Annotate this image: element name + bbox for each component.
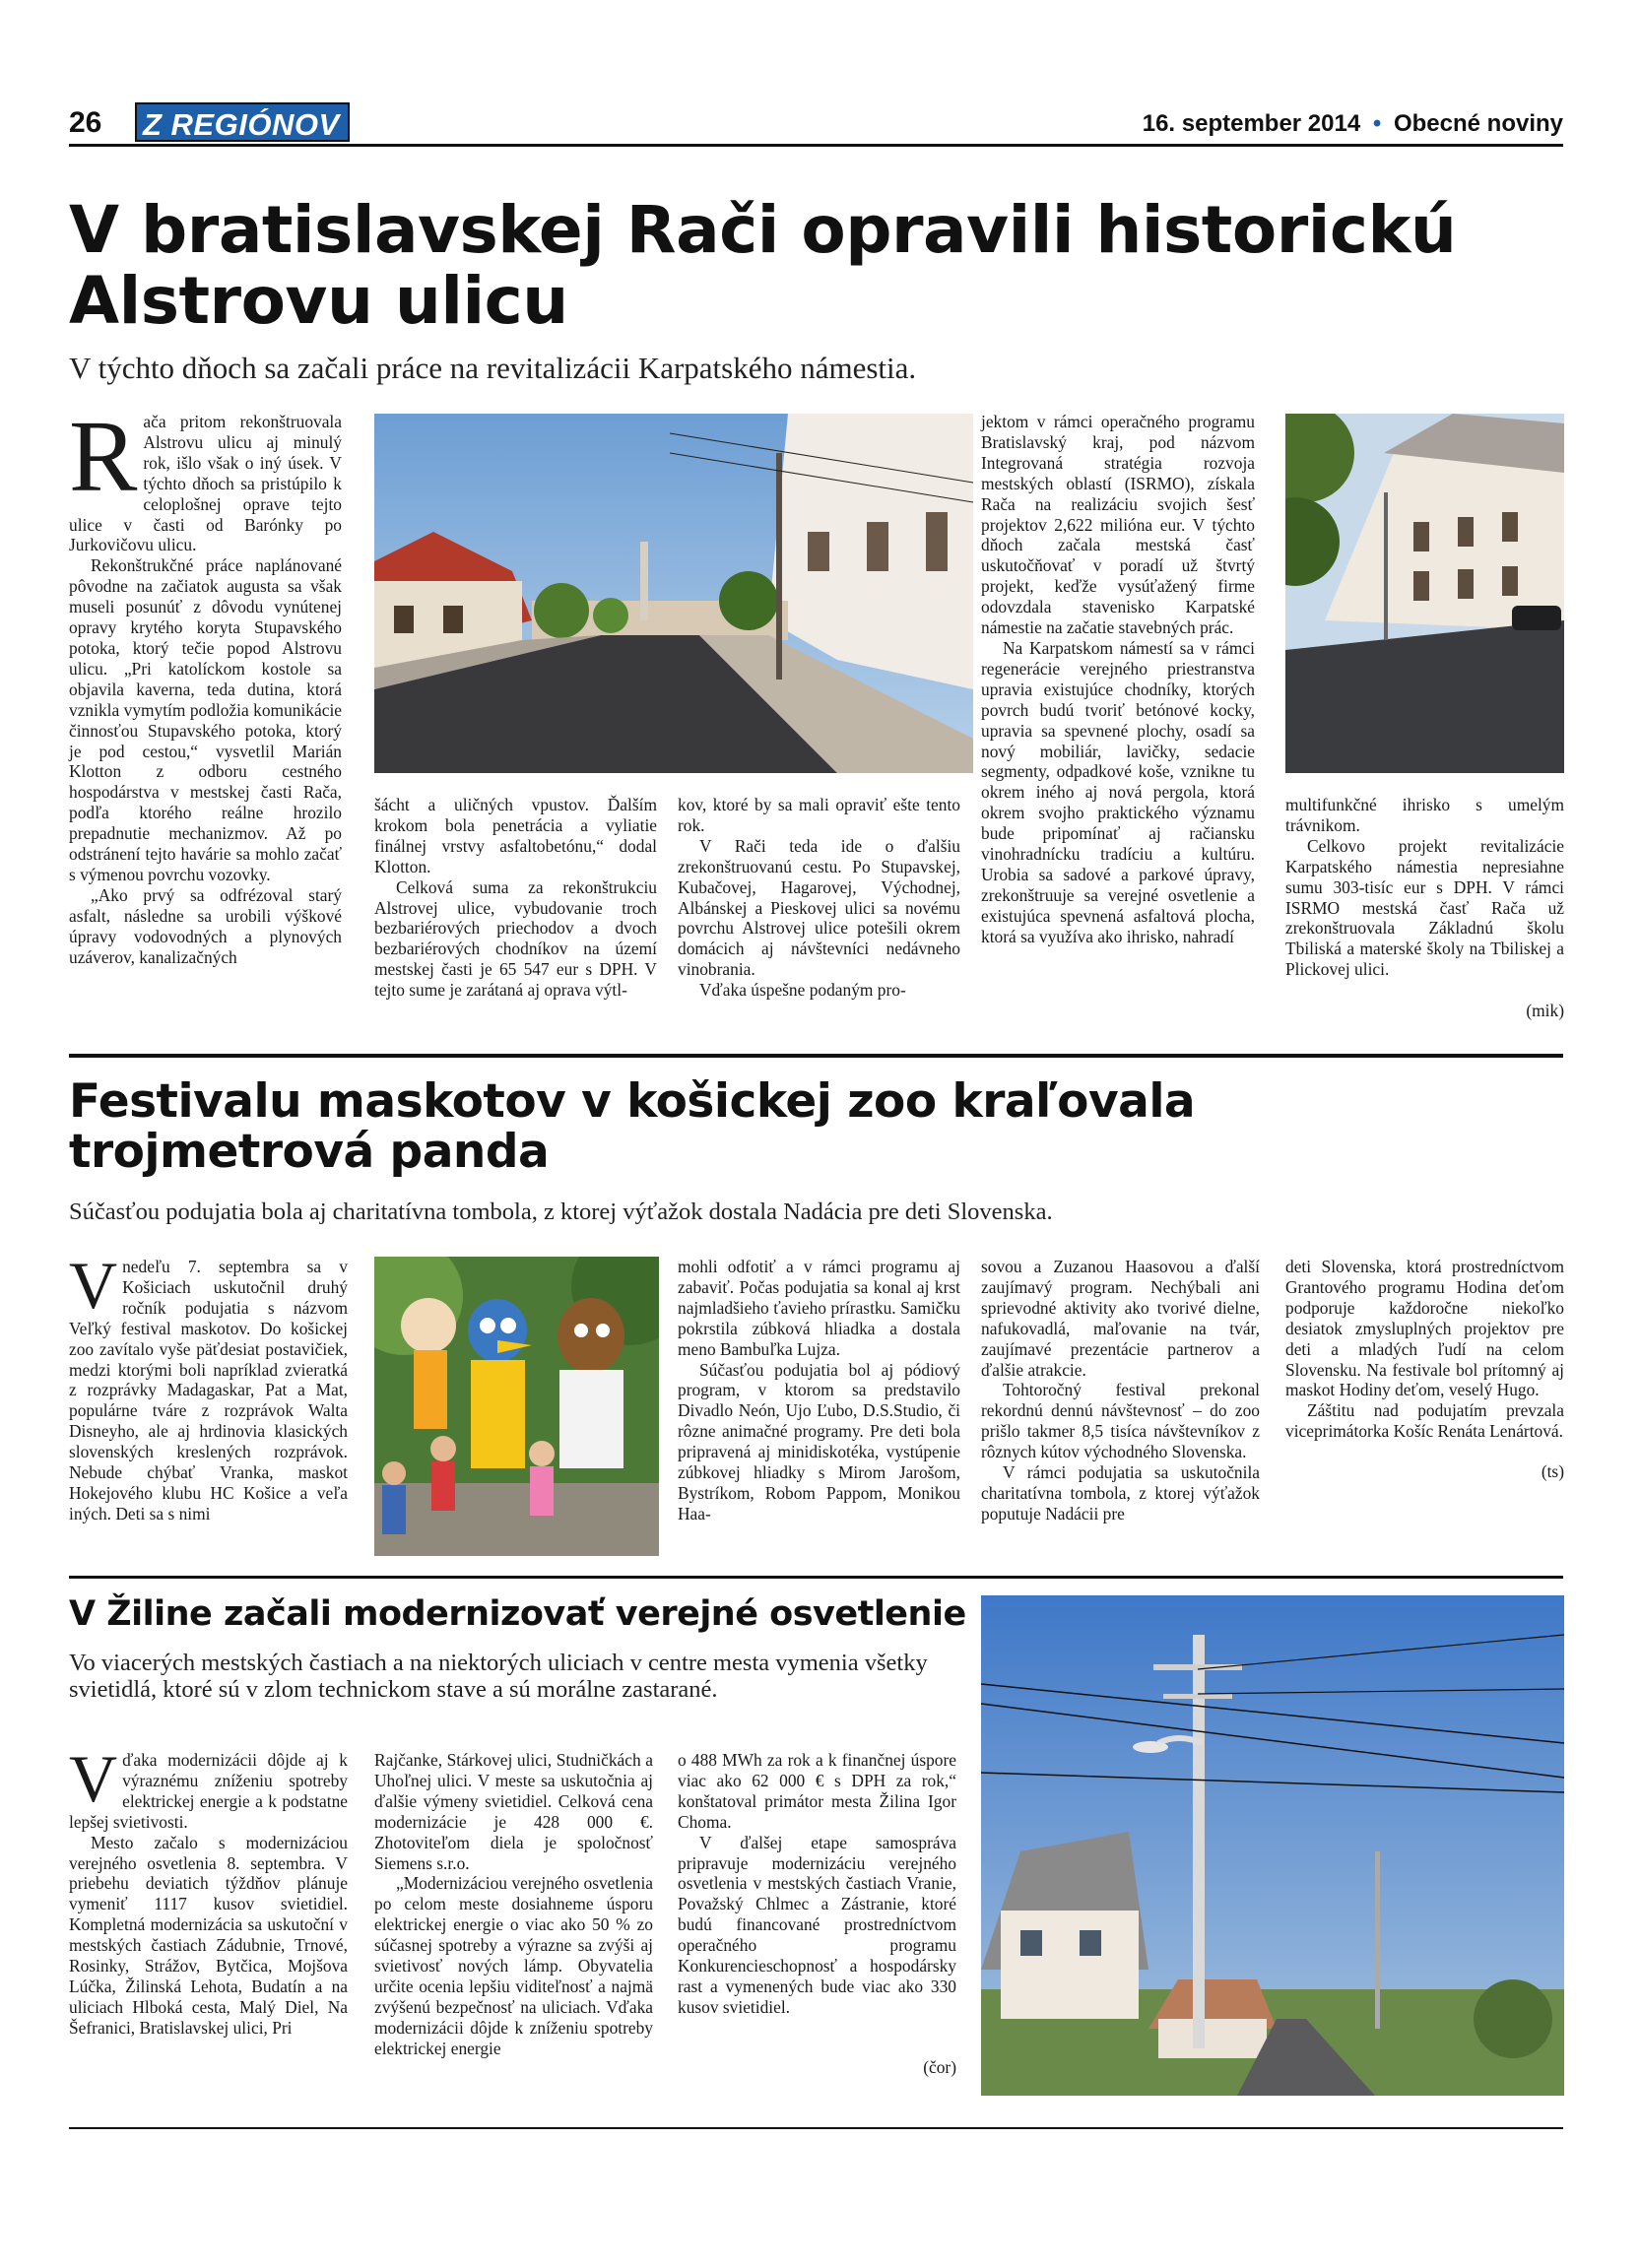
article1-col5: multifunkčné ihrisko s umelým trávnikom. Celkovo projekt revitalizácie Karpatského námestia nepresiahne sumu 303-tisíc eur s DPH. V rámci ISRMO mestská časť Rača už zrekonštruovala Základnú školu Tbiliská a materské školy na Tbiliskej a Plickovej ulici. (mik) bbox=[1285, 795, 1564, 1021]
issue-info bbox=[1143, 110, 1563, 138]
photo-karpatske-square bbox=[1285, 414, 1564, 773]
drop-cap: R bbox=[69, 400, 138, 513]
article3-subtitle: Vo viacerých mestských častiach a na niektorých uliciach v centre mesta vymenia všetky svietidlá, ktoré sú v zlom technickom stave a sú morálne zastarané. bbox=[69, 1650, 928, 1703]
article2-title-line1: Festivalu maskotov v košickej zoo kraľovala bbox=[69, 1074, 1196, 1129]
article3-col3: o 488 MWh za rok a k finančnej úspore viac ako 62 000 € s DPH za rok,“ konštatoval primátor mesta Žilina Igor Choma. V ďalšej etape samospráva pripravuje modernizáciu verejného osvetlenia v mestských častiach Vranie, Považský Chlmec a Zástranie, ktoré budú financované prostredníctvom operačného programu Konkurencieschopnosť a hospodársky rast a vymenených bude viac ako 330 kusov svietidiel. (čor) bbox=[678, 1750, 956, 2077]
bullet-separator: • bbox=[1372, 110, 1382, 137]
drop-cap: V bbox=[69, 1741, 118, 1816]
article3-title: V Žiline začali modernizovať verejné osvetlenie bbox=[69, 1594, 966, 1634]
article1-title bbox=[69, 192, 1566, 339]
article3-signature: (čor) bbox=[923, 2056, 956, 2077]
article2-signature: (ts) bbox=[1541, 1461, 1564, 1482]
article1-col1: Rača pritom rekonštruovala Alstrovu ulicu aj minulý rok, išlo však o iný úsek. V týchto dňoch sa pristúpilo k celoplošnej oprave tejto ulice v časti od Barónky po Jurkovičovu ulicu. Rekonštrukčné práce naplánované pôvodne na začiatok augusta sa však museli posunúť z dôvodu vynútenej opravy krytého koryta Stupavského potoka, ktorý tečie popod Alstrovu ulicu. „Pri katolíckom kostole sa objavila kaverna, teda dutina, ktorá vznikla vymytím podložia komunikácie činnosťou Stupavského potoka, ktorý je pod cestou,“ vysvetlil Marián Klotton z odboru cestného hospodárstva v mestskej časti Rača, podľa ktorého reálne hrozilo prepadnutie mechanizmov. Až po odstránení tejto havárie sa mohlo začať s výmenou povrchu vozovky. „Ako prvý sa odfrézoval starý asfalt, následne sa urobili výškové úpravy vodovodných a plynových uzáverov, kanalizačných bbox=[69, 400, 342, 967]
photo-street-lamps bbox=[981, 1595, 1564, 2096]
page-number: 26 bbox=[69, 106, 102, 139]
article2-title bbox=[69, 1076, 1566, 1177]
article2-title-line2: trojmetrová panda bbox=[69, 1125, 550, 1179]
article2-subtitle: Súčasťou podujatia bola aj charitatívna tombola, z ktorej výťažok dostala Nadácia pre deti Slovenska. bbox=[69, 1199, 1053, 1225]
article1-col2: šácht a uličných vpustov. Ďalším krokom bola penetrácia a vyliatie finálnej vrstvy asfaltobetónu,“ dodal Klotton. Celková suma za rekonštrukciu Alstrovej ulice, vybudovanie troch bezbariérových priechodov a dvoch bezbariérových chodníkov na území mestskej časti je 65 547 eur s DPH. V tejto sume je zarátaná aj oprava výtl- bbox=[374, 795, 657, 1001]
photo-alstrova-street bbox=[374, 414, 973, 773]
article2-col1: Vnedeľu 7. septembra sa v Košiciach uskutočnil druhý ročník podujatia s názvom Veľký festival maskotov. Do košickej zoo zavítalo vyše päťdesiat postavičiek, medzi ktorými boli napríklad zvieratká z rozprávky Madagaskar, Pat a Mat, populárne tváre z rozprávok Walta Disneyho, ale aj hrdinovia klasických slovenských kreslených rozprávok. Nebude chýbať Vranka, maskot Hokejového klubu HC Košice a veľa iných. Deti sa s nimi bbox=[69, 1248, 348, 1523]
article1-title-line1: V bratislavskej Rači opravili historickú bbox=[69, 192, 1457, 268]
page-bottom-rule bbox=[69, 2127, 1563, 2129]
issue-date: 16. september 2014 bbox=[1142, 110, 1361, 137]
article1-signature: (mik) bbox=[1526, 1001, 1564, 1021]
article1-title-line2: Alstrovu ulicu bbox=[69, 263, 568, 339]
article2-col3: mohli odfotiť a v rámci programu aj zabaviť. Počas podujatia sa konal aj krst najmladšieho ťavieho prírastku. Samičku pokrstila zúbková hliadka a dostala meno Bambuľka Lujza. Súčasťou podujatia bol aj pódiový program, v ktorom sa predstavilo Divadlo Neón, Ujo Ľubo, D.S.Studio, či rôzne animačné programy. Pre deti bola pripravená aj minidiskotéka, vystúpenie zúbkovej hliadky s Mirom Jarošom, Bystríkom, Robom Pappom, Monikou Haa- bbox=[678, 1257, 960, 1523]
section-tab: Z REGIÓNOV bbox=[135, 102, 350, 142]
article1-subtitle: V týchto dňoch sa začali práce na revitalizácii Karpatského námestia. bbox=[69, 351, 917, 385]
article1-bottom-rule bbox=[69, 1054, 1563, 1058]
header-rule bbox=[69, 144, 1563, 147]
article1-col4: jektom v rámci operačného programu Bratislavský kraj, pod názvom Integrovaná stratégia rozvoja mestských oblastí (ISRMO), získala Rača na realizáciu svojich šesť projektov 2,622 milióna eur. V týchto dňoch začala mestská časť uskutočňovať v poradí už štvrtý projekt, keďže vysúťažený firme odovzdala stavenisko Karpatské námestie na začatie stavebných prác. Na Karpatskom námestí sa v rámci regenerácie verejného priestranstva upravia existujúce chodníky, ktorých povrch budú tvoriť betónové kocky, upravia sa spevnené plochy, osadí sa nový mobiliár, lavičky, sedacie segmenty, odpadkové koše, vznikne tu okrem iného aj nová pergola, ktorá okrem svojho praktického významu bude pripomínať aj račiansku vinohradnícku tradíciu a kultúru. Urobia sa sadové a parkové úpravy, zrekonštruuje sa verejné osvetlenie a existujúca spevnená asfaltová plocha, ktorá sa využíva ako ihrisko, nahradí bbox=[981, 412, 1255, 946]
article2-bottom-rule bbox=[69, 1576, 1563, 1579]
article1-col3: kov, ktoré by sa mali opraviť ešte tento rok. V Rači teda ide o ďalšiu zrekonštruovanú cestu. Po Stupavskej, Kubačovej, Hagarovej, Východnej, Albánskej a Pieskovej ulici sa novému povrchu Alstrovej ulice potešili okrem domácich aj návštevníci nedávneho vinobrania. Vďaka úspešne podaným pro- bbox=[678, 795, 960, 1001]
drop-cap: V bbox=[69, 1248, 118, 1323]
article3-col1: Vďaka modernizácii dôjde aj k výraznému zníženiu spotreby elektrickej energie a k podstatne lepšej svietivosti. Mesto začalo s modernizáciou verejného osvetlenia 8. septembra. V priebehu deviatich týždňov plánuje vymeniť 1117 kusov svietidiel. Kompletná modernizácia sa uskutoční v mestských častiach Zádubnie, Trnové, Rosinky, Strážov, Bytčica, Mojšova Lúčka, Žilinská Lehota, Budatín a na uliciach Hlboká cesta, Malý Diel, Na Šefranici, Bratislavskej ulici, Pri bbox=[69, 1741, 348, 2038]
article2-col5: deti Slovenska, ktorá prostredníctvom Grantového programu Hodina deťom podporuje každoročne niekoľko desiatok zmysluplných projektov pre deti a mladých ľudí na celom Slovensku. Na festivale bol prítomný aj maskot Hodiny deťom, veselý Hugo. Záštitu nad podujatím prevzala viceprimátorka Košíc Renáta Lenártová. (ts) bbox=[1285, 1257, 1564, 1482]
photo-mascots bbox=[374, 1257, 659, 1556]
publication-name: Obecné noviny bbox=[1393, 110, 1563, 137]
article3-col2: Rajčanke, Stárkovej ulici, Studničkách a Uhoľnej ulici. V meste sa uskutočnia aj ďalšie výmeny svietidiel. Celková cena modernizácie je 428 000 €. Zhotoviteľom diela je spoločnosť Siemens s.r.o. „Modernizáciou verejného osvetlenia po celom meste dosiahneme úsporu elektrickej energie o viac ako 50 % zo súčasnej spotreby a výrazne sa zvýši aj svietivosť nových lámp. Obyvatelia určite ocenia lepšiu viditeľnosť a najmä zvýšenú bezpečnosť na uliciach. Vďaka modernizácii dôjde k zníženiu spotreby elektrickej energie bbox=[374, 1750, 653, 2058]
article2-col4: sovou a Zuzanou Haasovou a ďalší zaujímavý program. Nechýbali ani sprievodné aktivity ako tvorivé dielne, nafukovadlá, maľovanie na tvár, zaujímavé prezentácie partnerov a ďalšie atrakcie. Tohtoročný festival prekonal rekordnú dennú návštevnosť – do zoo prišlo takmer 8,5 tisíca návštevníkov z rôznych kútov východného Slovenska. V rámci podujatia sa uskutočnila charitatívna tombola, z ktorej výťažok poputuje Nadácii pre bbox=[981, 1257, 1260, 1523]
